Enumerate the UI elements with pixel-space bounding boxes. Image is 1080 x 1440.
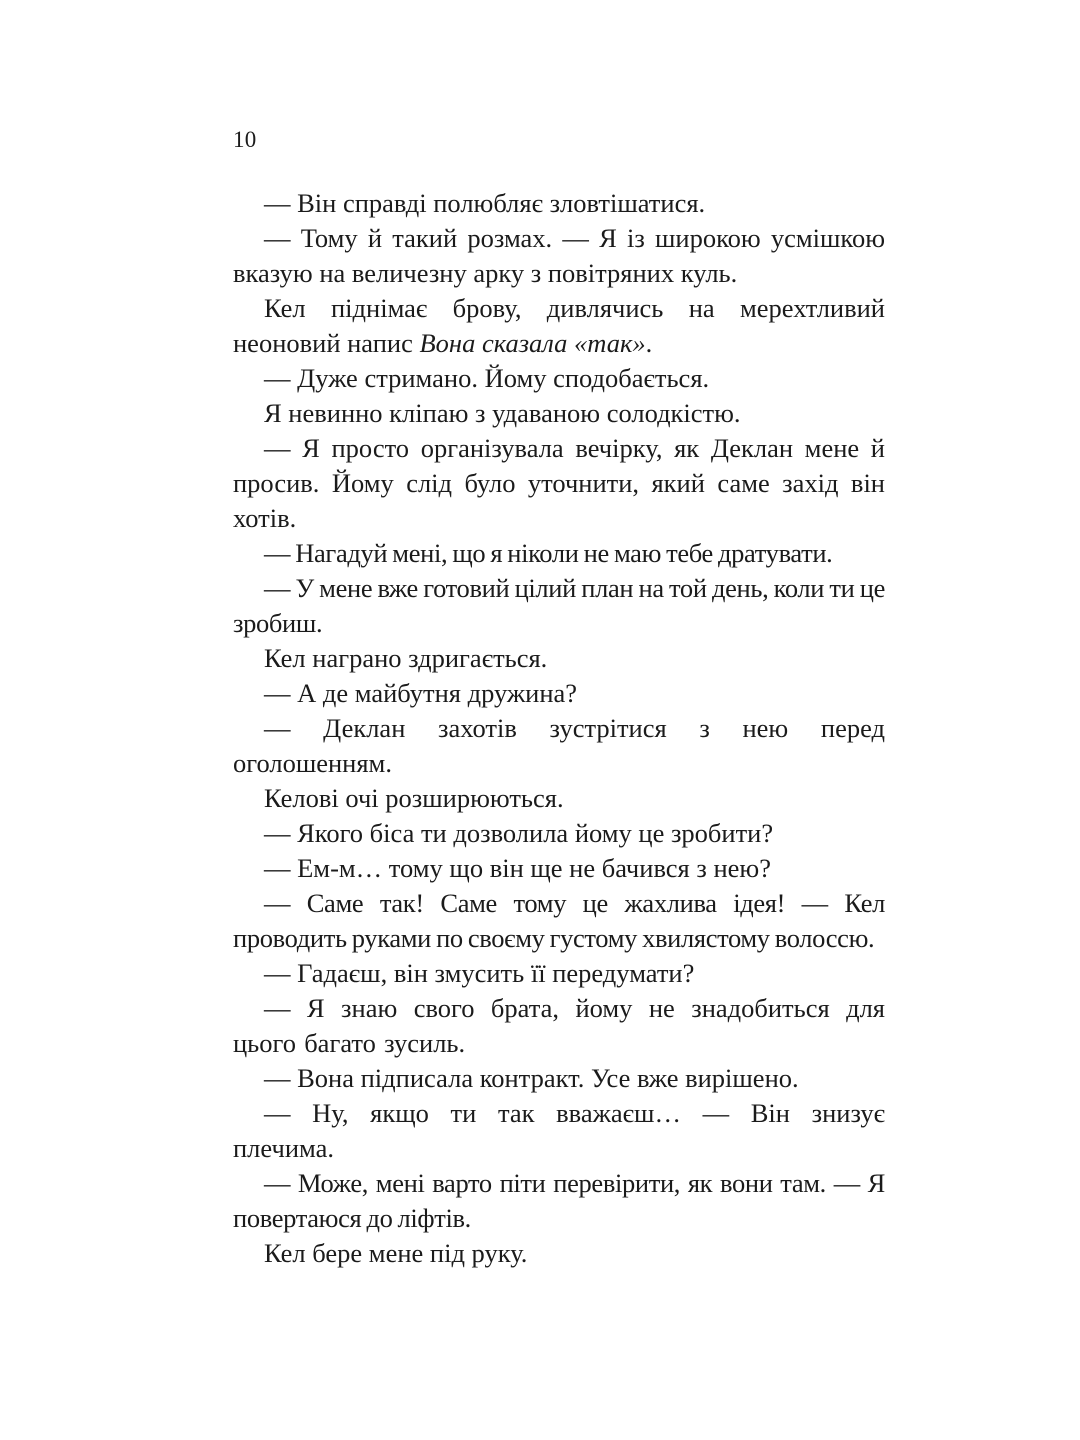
paragraph: — Нагадуй мені, що я ніколи не маю тебе дратувати. <box>264 538 833 568</box>
paragraph: — Дуже стримано. Йому сподобається. <box>264 363 710 393</box>
page-number: 10 <box>233 127 257 152</box>
paragraph: — Деклан захотів зустрітися з нею перед оголошенням. <box>233 713 885 778</box>
paragraph: — Він справді полюбляє зловтішатися. <box>264 188 706 218</box>
paragraph: — У мене вже готовий цілий план на той день, коли ти це зробиш. <box>233 573 885 638</box>
paragraph: Я невинно кліпаю з удаваною солодкістю. <box>264 398 741 428</box>
paragraph: — А де майбутня дружина? <box>264 678 578 708</box>
paragraph: — Ну, якщо ти так вважаєш… — Він знизує плечима. <box>233 1098 885 1163</box>
paragraph-tail-text: . <box>645 328 653 358</box>
paragraph: — Саме так! Саме тому це жахлива ідея! — Кел проводить руками по своєму густому хвилястому волоссю. <box>233 888 885 953</box>
paragraph-with-italic-title <box>233 291 885 361</box>
paragraph-lead-text: Кел піднімає брову, дивлячись на мерехтливий неоновий напис <box>233 293 885 358</box>
paragraph: Кел бере мене під руку. <box>264 1238 528 1268</box>
paragraph: — Ем-м… тому що він ще не бачився з нею? <box>264 853 771 883</box>
italic-neon-sign-text: Вона сказала «так» <box>419 328 646 358</box>
paragraph: — Вона підписала контракт. Усе вже вирішено. <box>264 1063 799 1093</box>
paragraph: — Я просто організувала вечірку, як Деклан мене й просив. Йому слід було уточнити, який саме захід він хотів. <box>233 433 885 533</box>
paragraph: — Може, мені варто піти перевірити, як вони там. — Я повертаюся до ліфтів. <box>233 1168 885 1233</box>
paragraph: — Тому й такий розмах. — Я із широкою усмішкою вказую на величезну арку з повітряних куль. <box>233 223 885 288</box>
paragraph: — Я знаю свого брата, йому не знадобиться для цього багато зусиль. <box>233 993 885 1058</box>
body-text-block <box>233 186 885 1271</box>
paragraph: — Якого біса ти дозволила йому це зробити? <box>264 818 774 848</box>
paragraph: — Гадаєш, він змусить її передумати? <box>264 958 695 988</box>
paragraph: Кел награно здригається. <box>264 643 548 673</box>
paragraph: Келові очі розширюються. <box>264 783 564 813</box>
